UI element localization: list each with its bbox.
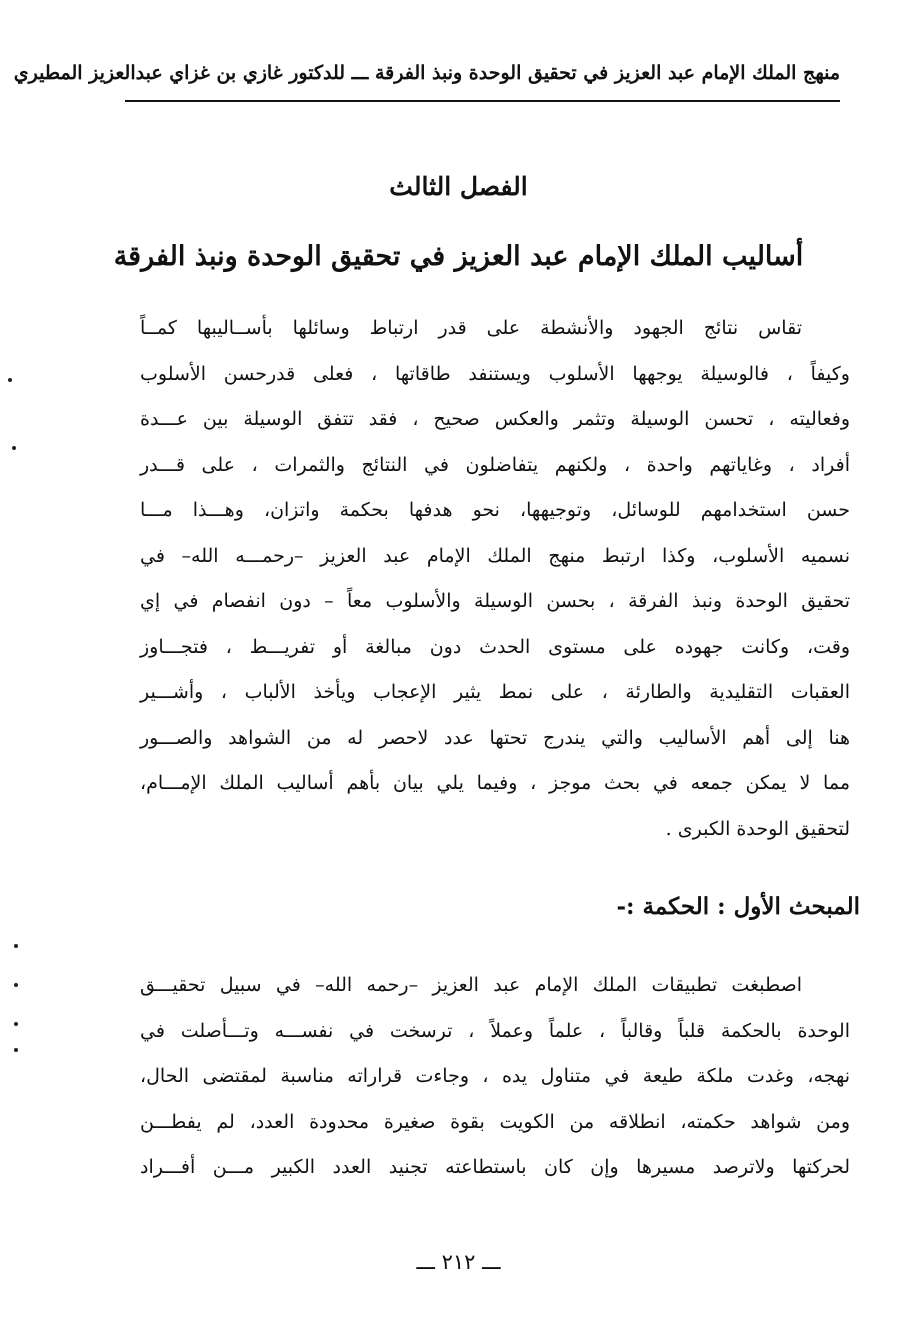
section-heading-wisdom: المبحث الأول : الحكمة :-: [616, 893, 860, 920]
chapter-title: أساليب الملك الإمام عبد العزيز في تحقيق الوحدة ونبذ الفرقة: [113, 241, 804, 272]
text-line: وكيفاً ، فالوسيلة يوجهها الأسلوب ويستنفد طاقاتها ، فعلى قدرحسن الأسلوب: [140, 362, 850, 385]
text-line: نسميه الأسلوب، وكذا ارتبط منهج الملك الإمام عبد العزيز –رحمـــه الله– في: [140, 544, 850, 567]
text-line: أفراد ، وغاياتهم واحدة ، ولكنهم يتفاضلون في النتائج والثمرات ، على قـــدر: [140, 453, 850, 476]
scan-speck: [14, 944, 18, 948]
paragraph-wisdom: [140, 963, 850, 1191]
text-line: نهجه، وغدت ملكة طيعة في متناول يده ، وجاءت قراراته مناسبة لمقتضى الحال،: [140, 1065, 850, 1087]
text-line: الوحدة بالحكمة قلباً وقالباً ، علماً وعملاً ، ترسخت في نفســـه وتـــأصلت في: [140, 1019, 850, 1042]
text-line: ومن شواهد حكمته، انطلاقه من الكويت بقوة صغيرة محدودة العدد، لم يفطـــن: [140, 1110, 850, 1133]
scan-speck: [12, 446, 16, 450]
text-line: مما لا يمكن جمعه في بحث موجز ، وفيما يلي بيان بأهم أساليب الملك الإمـــام،: [140, 772, 850, 794]
scan-speck: [14, 1022, 18, 1026]
text-line: العقبات التقليدية والطارئة ، على نمط يثير الإعجاب ويأخذ الألباب ، وأشـــير: [140, 681, 850, 703]
page-number: ـــ ٢١٢ ـــ: [416, 1250, 501, 1274]
text-line: حسن استخدامهم للوسائل، وتوجيهها، نحو هدفها بحكمة واتزان، وهـــذا مـــا: [140, 499, 850, 521]
chapter-number: الفصل الثالث: [389, 172, 528, 201]
text-line: لحركتها ولاترصد مسيرها وإن كان باستطاعته تجنيد العدد الكبير مـــن أفـــراد: [140, 1156, 850, 1178]
header-rule: [125, 100, 840, 102]
text-line: لتحقيق الوحدة الكبرى .: [665, 817, 850, 840]
scan-speck: [8, 378, 12, 382]
running-header: منهج الملك الإمام عبد العزيز في تحقيق الوحدة ونبذ الفرقة ـــ للدكتور غازي بن غزاي عبدالعزيز المطيري: [13, 62, 840, 84]
scan-speck: [14, 1048, 18, 1052]
text-line: تحقيق الوحدة ونبذ الفرقة ، بحسن الوسيلة والأسلوب معاً – دون انفصام في إي: [140, 590, 850, 612]
scan-speck: [14, 983, 18, 987]
paragraph-methods-intro: [140, 306, 850, 852]
text-line: وقت، وكانت جهوده على مستوى الحدث دون مبالغة أو تفريـــط ، فتجـــاوز: [140, 635, 850, 658]
text-line: وفعاليته ، تحسن الوسيلة وتثمر والعكس صحيح ، فقد تتفق الوسيلة بين عـــدة: [140, 408, 850, 430]
text-line: تقاس نتائج الجهود والأنشطة على قدر ارتباط وسائلها بأســاليبها كمــاً: [140, 317, 802, 339]
text-line: اصطبغت تطبيقات الملك الإمام عبد العزيز –رحمه الله– في سبيل تحقيـــق: [140, 974, 802, 996]
text-line: هنا إلى أهم الأساليب والتي يندرج تحتها عدد لاحصر له من الشواهد والصـــور: [140, 726, 850, 749]
